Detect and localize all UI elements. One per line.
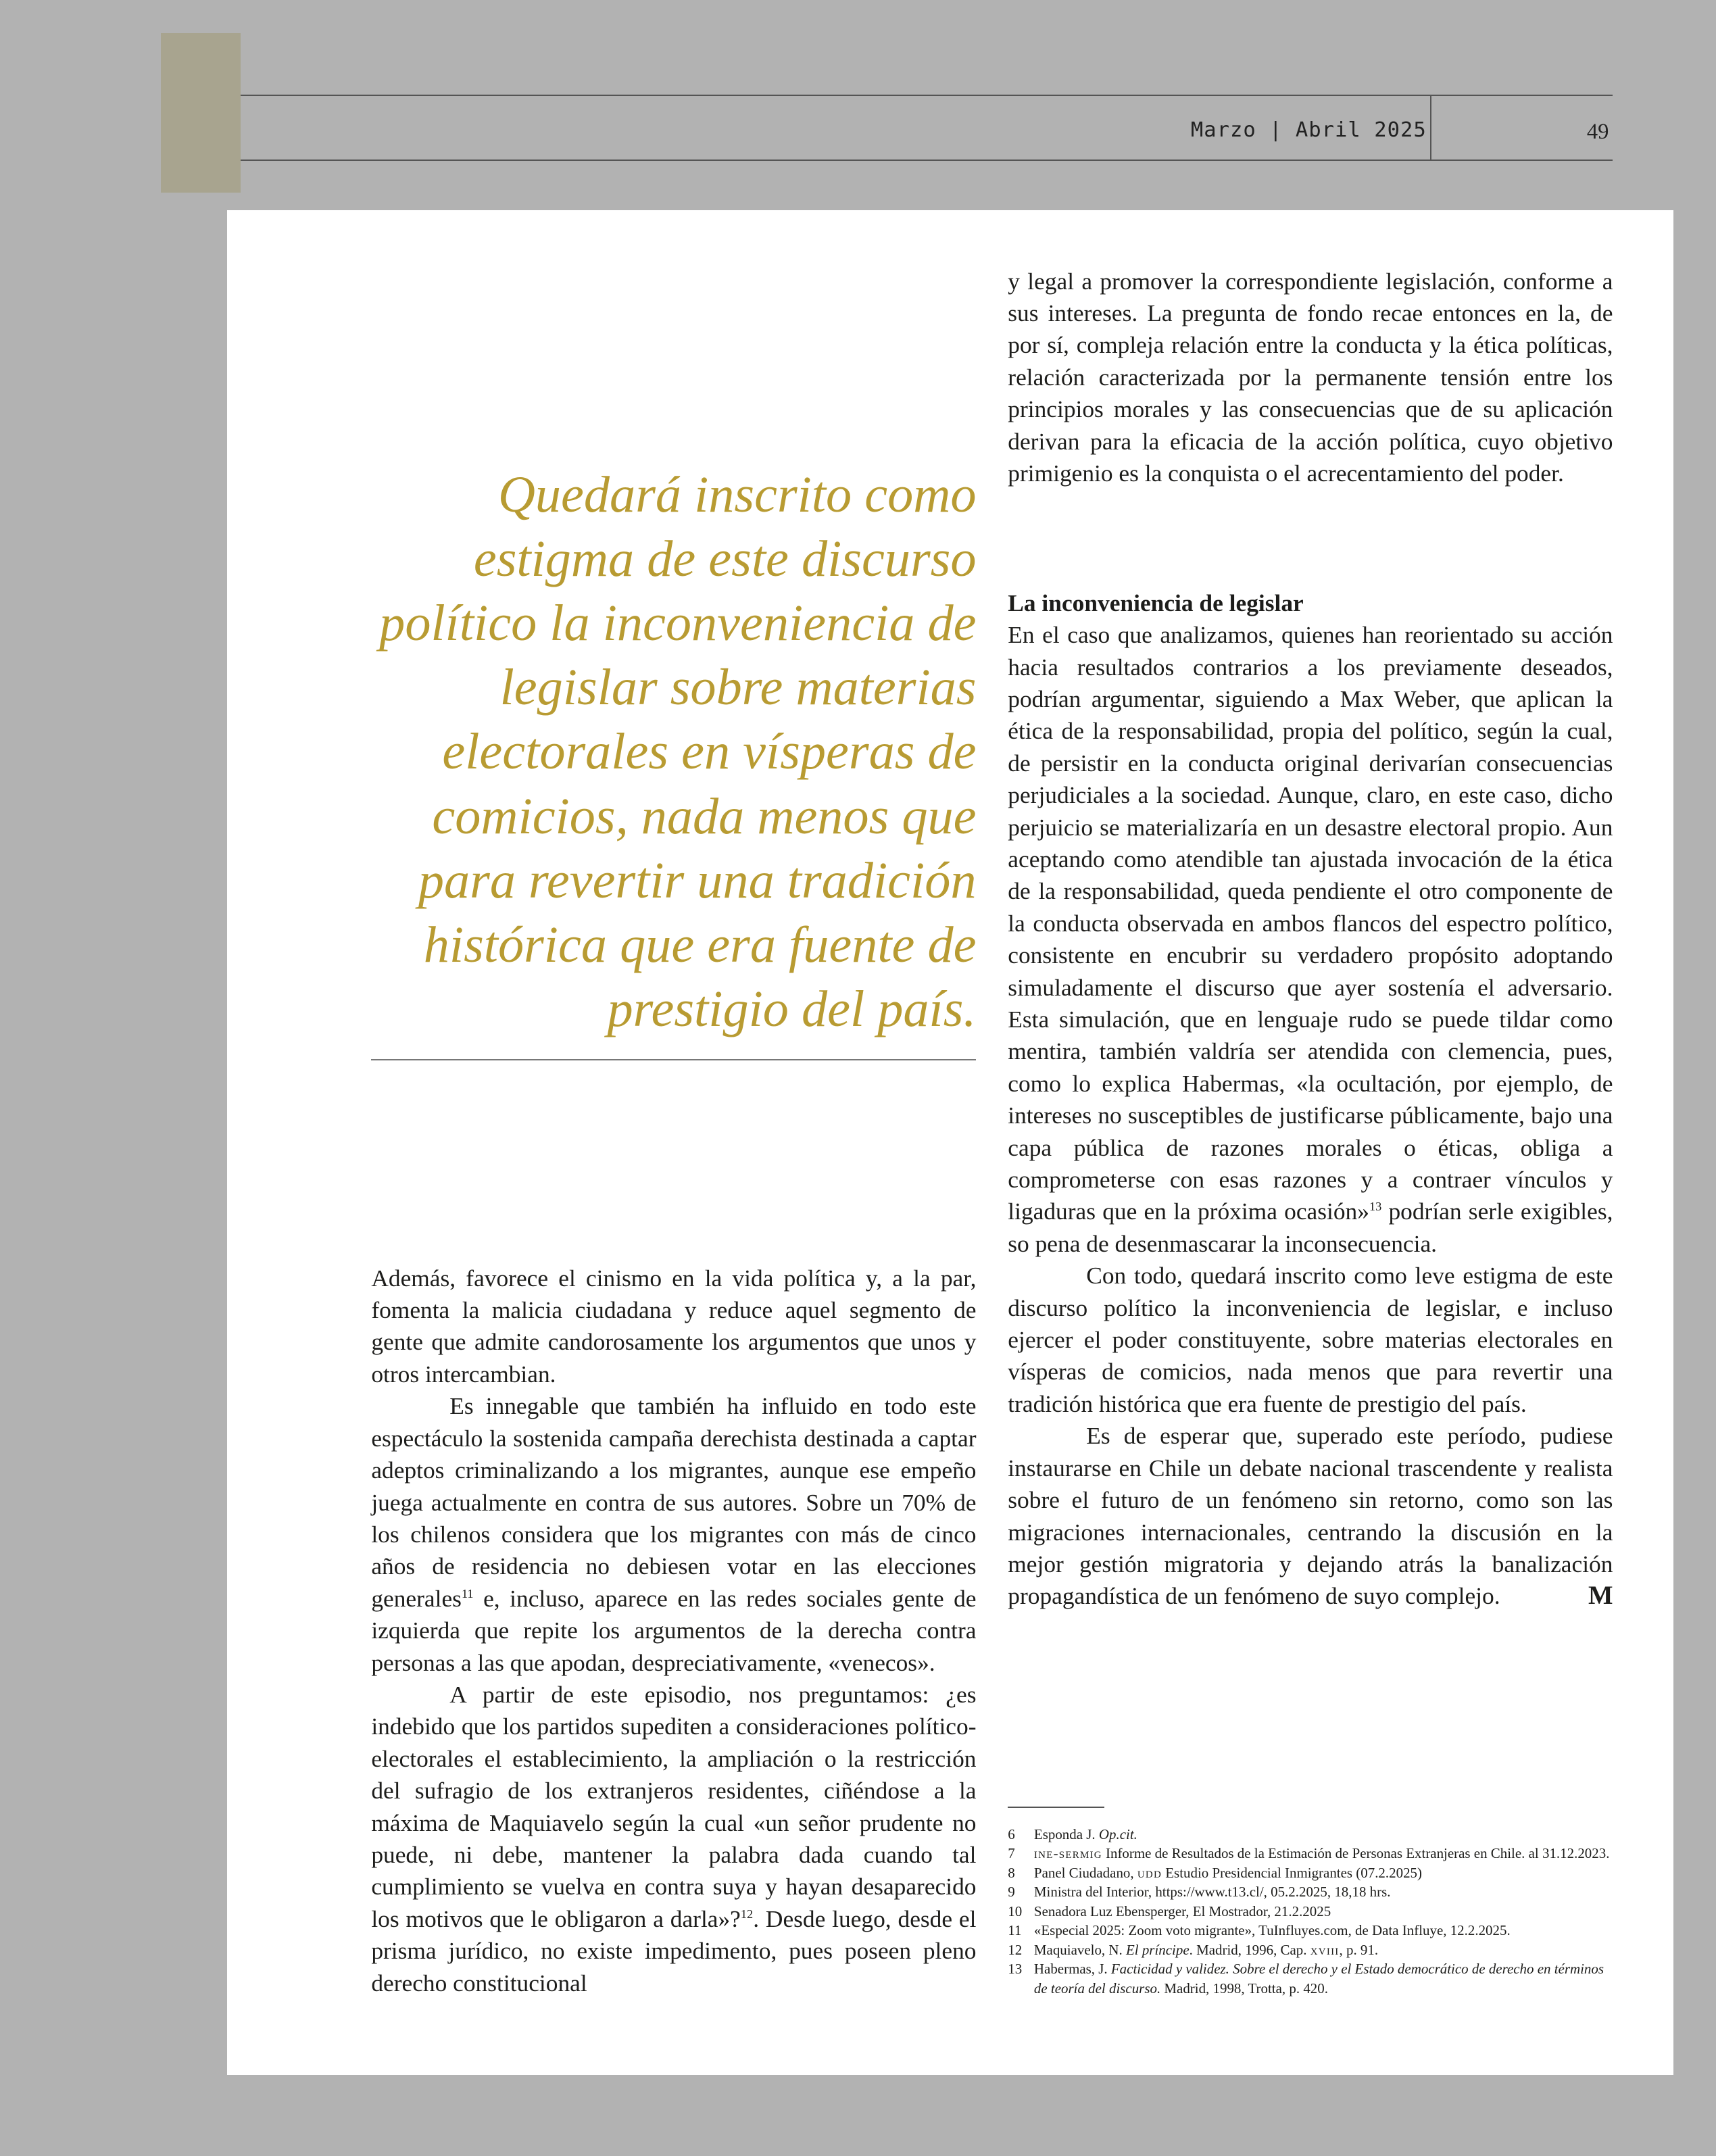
right-column-section [1008, 587, 1613, 1613]
footnotes [1008, 1825, 1615, 1998]
footnote-11: 11 «Especial 2025: Zoom voto migrante», TuInfluyes.com, de Data Influye, 12.2.2025. [1008, 1922, 1511, 1939]
footnote-ref-13: 13 [1369, 1200, 1382, 1214]
footnotes-rule [1008, 1807, 1104, 1808]
footnote-7: 7 ine-sermig Informe de Resultados de la Estimación de Personas Extranjeras en Chile. al 31.12.2023. [1008, 1845, 1610, 1862]
left-paragraph-3: A partir de este episodio, nos preguntamos: ¿es indebido que los partidos supediten a consideraciones político-electorales el establecimiento, la ampliación o la restricción del sufragio de los extranjeros residentes, ciñéndose a la máxima de Maquiavelo según la cual «un señor prudente no puede, ni debe, mantener la palabra dada cuando tal cumplimiento se vuelva en contra suya y hayan desaparecido los motivos que le obligaron a darla»?$^{12}$. Desde luego, desde el prisma jurídico, no existe impedimento, pues poseen pleno derecho constitucional [371, 1680, 977, 1996]
footnote-13: 13 Habermas, J. Facticidad y validez. Sobre el derecho y el Estado democrático de derecho en términos de teoría del discurso. Madrid, 1998, Trotta, p. 420. [1008, 1961, 1604, 1996]
right-paragraph-3: Es de esperar que, superado este período, pudiese instaurarse en Chile un debate nacional trascendente y realista sobre el futuro de un fenómeno sin retorno, como son las migraciones internacionales, centrando la discusión en la mejor gestión migratoria y dejando atrás la banalización propagandística de un fenómeno de suyo complejo. M [1008, 1420, 1613, 1612]
left-paragraph-2: Es innegable que también ha influido en todo este espectáculo la sostenida campaña derechista destinada a captar adeptos criminalizando a los migrantes, aunque ese empeño juega actualmente en contra de sus autores. Sobre un 70% de los chilenos considera que los migrantes con más de cinco años de residencia no debiesen votar en las elecciones generales$^{11}$ e, incluso, aparece en las redes sociales gente de izquierda que repite los argumentos de la derecha contra personas a las que apodan, despreciativamente, «venecos». [371, 1392, 977, 1676]
continuation-paragraph: y legal a promover la correspondiente legislación, conforme a sus intereses. La pregunta de fondo recae entonces en la, de por sí, compleja relación entre la conducta y la ética políticas, relación caracterizada por la permanente tensión entre los principios morales y las consecuencias que de su aplicación derivan para la eficacia de la acción política, cuyo objetivo primigenio es la conquista o el acrecentamiento del poder. [1008, 267, 1613, 487]
footnote-ref-12: 12 [740, 1907, 754, 1921]
pull-quote-rule [371, 1059, 976, 1060]
header-divider [1430, 96, 1431, 160]
footnote-12: 12 Maquiavelo, N. El príncipe. Madrid, 1996, Cap. xviii, p. 91. [1008, 1941, 1379, 1958]
pull-quote: Quedará inscrito como estigma de este discurso político la inconveniencia de legislar sobre materias electorales en vísperas de comicios, nada menos que para revertir una tradición histórica que era fuente de prestigio del país. [379, 465, 977, 1038]
footnote-ref-11: 11 [461, 1586, 474, 1600]
issue-date: Marzo | Abril 2025 [1190, 118, 1427, 142]
left-paragraph-1: Además, favorece el cinismo en la vida política y, a la par, fomenta la malicia ciudadana y reduce aquel segmento de gente que admite candorosamente los argumentos que unos y otros intercambian. [371, 1264, 977, 1388]
header-bottom-rule [241, 160, 1613, 161]
footnote-8: 8 Panel Ciudadano, udd Estudio Presidencial Inmigrantes (07.2.2025) [1008, 1864, 1422, 1881]
right-column-continuation [1008, 266, 1613, 490]
footnote-10: 10 Senadora Luz Ebensperger, El Mostrador, 21.2.2025 [1008, 1903, 1331, 1919]
header-top-rule [241, 95, 1613, 96]
end-mark: M [1588, 1582, 1613, 1611]
right-paragraph-1: En el caso que analizamos, quienes han reorientado su acción hacia resultados contrarios a los previamente deseados, podrían argumentar, siguiendo a Max Weber, que aplican la ética de la responsabilidad, propia del político, según la cual, de persistir en la conducta original derivarían consecuencias perjudiciales a la sociedad. Aunque, claro, en este caso, dicho perjuicio se materializaría en un desastre electoral propio. Aun aceptando como atendible tan ajustada invocación de la ética de la responsabilidad, queda pendiente el otro componente de la conducta observada en ambos flancos del espectro político, consistente en encubrir su verdadero propósito adoptando simuladamente el discurso que ayer sostenía el adversario. Esta simulación, que en lenguaje rudo se puede tildar como mentira, también valdría ser atendida con clemencia, pues, como lo explica Habermas, «la ocultación, por ejemplo, de intereses no susceptibles de justificarse públicamente, bajo una capa pública de razones morales o éticas, obliga a comprometerse con esas razones y a contraer vínculos y ligaduras que en la próxima ocasión»$^{13}$ podrían serle exigibles, so pena de desenmascarar la inconsecuencia. [1008, 621, 1613, 1257]
page-number: 49 [1586, 120, 1609, 144]
footnote-6: 6 Esponda J. Op.cit. [1008, 1826, 1137, 1842]
right-paragraph-2: Con todo, quedará inscrito como leve estigma de este discurso político la inconveniencia de legislar, e incluso ejercer el poder constituyente, sobre materias electorales en vísperas de comicios, nada menos que para revertir una tradición histórica que era fuente de prestigio del país. [1008, 1262, 1613, 1417]
section-heading: La inconveniencia de legislar [1008, 589, 1304, 616]
left-column [371, 1263, 976, 1999]
footnote-9: 9 Ministra del Interior, https://www.t13.cl/, 05.2.2025, 18,18 hrs. [1008, 1884, 1391, 1901]
color-tab [161, 33, 241, 193]
